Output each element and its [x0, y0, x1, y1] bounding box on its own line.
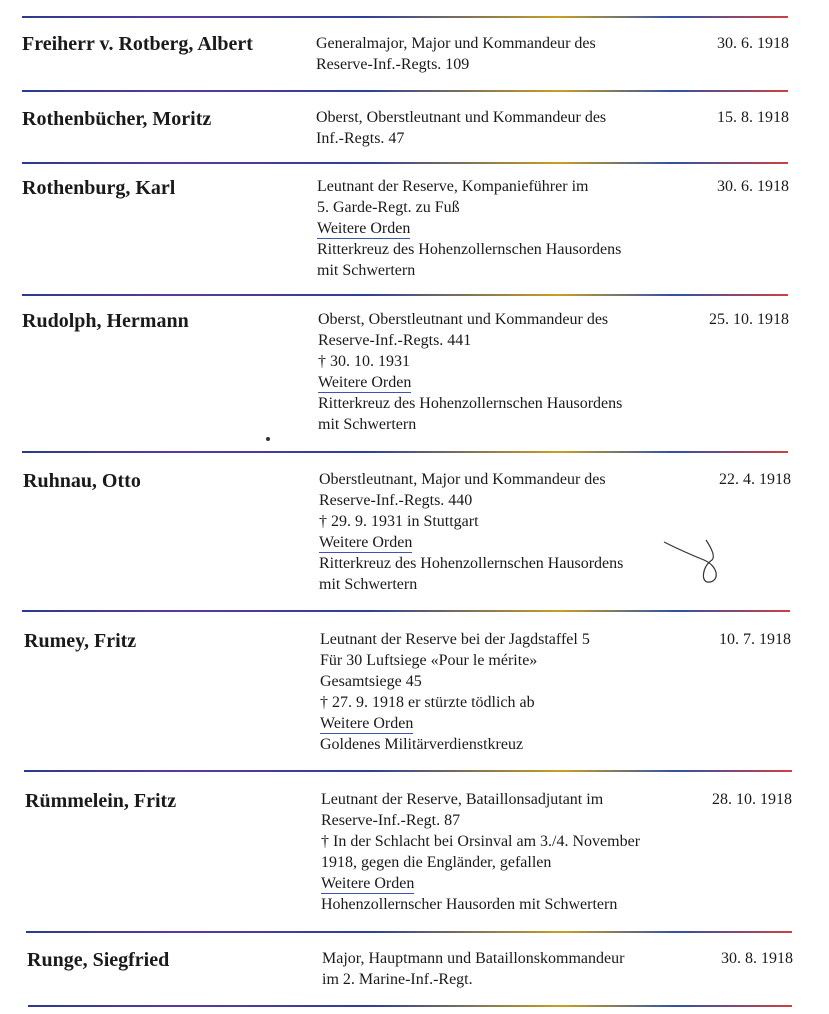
divider	[22, 294, 788, 296]
description-line: Leutnant der Reserve, Kompanieführer im	[317, 178, 589, 195]
divider	[22, 90, 788, 92]
divider	[26, 931, 792, 933]
entry-date: 22. 4. 1918	[719, 471, 791, 488]
entry-description	[316, 107, 696, 149]
entry-name: Rothenbücher, Moritz	[22, 108, 212, 130]
description-line: 5. Garde-Regt. zu Fuß	[317, 199, 460, 216]
orden-line: Hohenzollernscher Hausorden mit Schwertern	[321, 896, 618, 913]
divider	[24, 770, 792, 772]
weitere-orden-heading: Weitere Orden	[319, 534, 413, 551]
orden-line: Goldenes Militärverdienstkreuz	[320, 736, 524, 753]
description-line: Oberst, Oberstleutnant und Kommandeur des	[318, 311, 609, 328]
description-line: Reserve-Inf.-Regt. 87	[321, 812, 461, 829]
entry-description	[318, 309, 698, 435]
description-line: 1918, gegen die Engländer, gefallen	[321, 854, 552, 871]
description-line: Gesamtsiege 45	[320, 673, 422, 690]
entry-name: Freiherr v. Rotberg, Albert	[22, 33, 253, 55]
divider	[22, 16, 788, 18]
description-line: † 27. 9. 1918 er stürzte tödlich ab	[320, 694, 535, 711]
entry-name: Rümmelein, Fritz	[25, 790, 177, 812]
entry-date: 15. 8. 1918	[717, 109, 789, 126]
orden-line: mit Schwertern	[317, 262, 416, 279]
entry-date: 10. 7. 1918	[719, 631, 791, 648]
entry-date: 28. 10. 1918	[712, 791, 792, 808]
entry-description	[316, 33, 696, 75]
description-line: † 29. 9. 1931 in Stuttgart	[319, 513, 479, 530]
description-line: † In der Schlacht bei Orsinval am 3./4. November	[321, 833, 641, 850]
description-line: Oberstleutnant, Major und Kommandeur des	[319, 471, 606, 488]
description-line: Generalmajor, Major und Kommandeur des	[316, 35, 596, 52]
description-line: im 2. Marine-Inf.-Regt.	[322, 971, 473, 988]
entry-date: 30. 6. 1918	[717, 35, 789, 52]
entry-description	[317, 176, 697, 281]
entry-description	[321, 789, 701, 915]
pen-scribble-mark	[660, 536, 724, 586]
divider	[28, 1005, 792, 1007]
weitere-orden-heading: Weitere Orden	[321, 875, 415, 892]
entry-name: Rothenburg, Karl	[22, 177, 176, 199]
ink-dot	[266, 437, 270, 441]
weitere-orden-heading: Weitere Orden	[317, 220, 411, 237]
description-line: Inf.-Regts. 47	[316, 130, 405, 147]
description-line: Major, Hauptmann und Bataillonskommandeur	[322, 950, 625, 967]
orden-line: Ritterkreuz des Hohenzollernschen Hausordens	[319, 555, 624, 572]
description-line: Reserve-Inf.-Regts. 441	[318, 332, 472, 349]
orden-line: Ritterkreuz des Hohenzollernschen Hausordens	[318, 395, 623, 412]
description-line: Für 30 Luftsiege «Pour le mérite»	[320, 652, 538, 669]
description-line: Oberst, Oberstleutnant und Kommandeur des	[316, 109, 607, 126]
weitere-orden-heading: Weitere Orden	[320, 715, 414, 732]
entry-description	[319, 469, 699, 595]
orden-line: mit Schwertern	[318, 416, 417, 433]
entry-name: Ruhnau, Otto	[23, 470, 141, 492]
description-line: Leutnant der Reserve, Bataillonsadjutant im	[321, 791, 604, 808]
orden-line: mit Schwertern	[319, 576, 418, 593]
description-line: † 30. 10. 1931	[318, 353, 410, 370]
description-line: Leutnant der Reserve bei der Jagdstaffel 5	[320, 631, 590, 648]
entry-date: 30. 8. 1918	[721, 950, 793, 967]
entry-name: Rudolph, Hermann	[22, 310, 189, 332]
entry-date: 30. 6. 1918	[717, 178, 789, 195]
entry-description	[322, 948, 702, 990]
divider	[22, 610, 790, 612]
orden-line: Ritterkreuz des Hohenzollernschen Hausordens	[317, 241, 622, 258]
entry-name: Runge, Siegfried	[27, 949, 170, 971]
divider	[22, 162, 788, 164]
description-line: Reserve-Inf.-Regts. 440	[319, 492, 473, 509]
entry-date: 25. 10. 1918	[709, 311, 789, 328]
entry-name: Rumey, Fritz	[24, 630, 137, 652]
divider	[22, 451, 788, 453]
description-line: Reserve-Inf.-Regts. 109	[316, 56, 470, 73]
weitere-orden-heading: Weitere Orden	[318, 374, 412, 391]
entry-description	[320, 629, 700, 755]
